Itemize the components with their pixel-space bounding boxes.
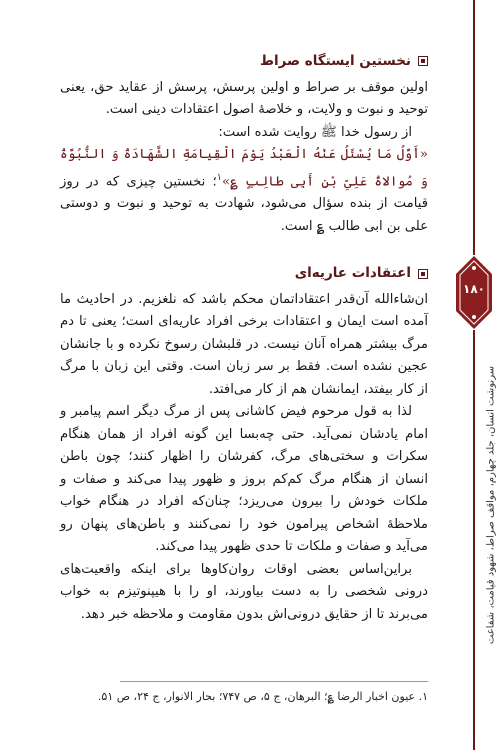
hadith-translation: ؛ نخستین چیزی که در روز قیامت از بنده سؤال می‌شود، شهادت به توحید و نبوت و دوستی علی بن ابی طالب ؏ است. — [60, 173, 428, 234]
section-heading-borrowed-beliefs — [60, 262, 428, 285]
running-header-text: سرنوشت انسان، جلد چهارم، مواقف صراط، شهود قیامت، شفاعت — [485, 365, 497, 645]
bullet-icon — [418, 269, 428, 279]
running-header — [484, 340, 498, 670]
footnote-divider — [120, 681, 428, 682]
margin-rule-bottom — [473, 330, 475, 750]
paragraph: لذا به قول مرحوم فیض کاشانی پس از مرگ دیگر اسم پیامبر و امام یادشان نمی‌آید. حتی چه‌بسا این گونه افراد از همان هنگام سکرات و سختی‌های مرگ، کفرشان را اظهار کنند؛ چون باطن انسان از هنگام مرگ کم‌کم بروز و ظهور پیدا می‌کند و صفات و ملکات خودش را بیرون می‌ریزد؛ چنان‌که افراد در هنگام خواب ملاحظهٔ اشخاص پیرامون خود را نمی‌کنند و باطن‌های پنهان رو می‌آید و صفات و ملکات تا حدی ظهور پیدا می‌کند. — [60, 404, 428, 555]
hadith-paragraph — [60, 144, 428, 238]
paragraph: ان‌شاءالله آن‌قدر اعتقاداتمان محکم باشد که نلغزیم. در احادیث ما آمده است ایمان و اعتقادات برخی افراد عاریه‌ای است؛ یعنی تا دم مرگ بیشتر همراه آنان نیست. در قلبشان رسوخ نکرده و با جانشان عجین نشده است. فقط بر سر زبان است. وقتی این زبان با مرگ از کار بیفتد، ایمانشان هم از کار می‌افتد. — [60, 291, 428, 397]
margin-rule-top — [473, 0, 475, 255]
section-title: اعتقادات عاریه‌ای — [294, 265, 411, 282]
hadith-arabic: «أَوَّلُ مَا یُسْئَلُ عَنْهُ الْعَبْدُ یَوْمَ الْقِیامَةِ الشَّهَادَةُ وَ النُّبُوَّةُ وَ مُوالاةُ عَلِیِّ بْنِ أَبِی طالِبٍ ؏» — [60, 147, 428, 189]
footnote-ref: ۱ — [216, 171, 223, 183]
page-number: ۱۸۰ — [463, 282, 485, 296]
paragraph: از رسول خدا ﷺ روایت شده است: — [218, 124, 412, 140]
bullet-icon — [418, 56, 428, 66]
footnote: ۱. عیون اخبار الرضا ؏؛ البرهان، ج ۵، ص ۷۴۷؛ بحار الانوار، ج ۲۴، ص ۵۱. — [97, 690, 428, 703]
section-title: نخستین ایستگاه صراط — [259, 53, 411, 69]
paragraph: اولین موقف بر صراط و اولین پرسش، پرسش از عقاید حق، یعنی توحید و نبوت و ولایت، و خلاصهٔ اصول اعتقادات دینی است. — [60, 79, 428, 117]
section-heading-first-station — [60, 50, 428, 73]
main-text — [60, 50, 428, 626]
paragraph: براین‌اساس بعضی اوقات روان‌کاوها برای اینکه واقعیت‌های درونی شخصی را به دست بیاورند، او را با هیپنوتیزم به خواب می‌برند تا از حقایق درونی‌اش بدون مقاومت و ملاحظه خبر دهد. — [60, 561, 428, 622]
